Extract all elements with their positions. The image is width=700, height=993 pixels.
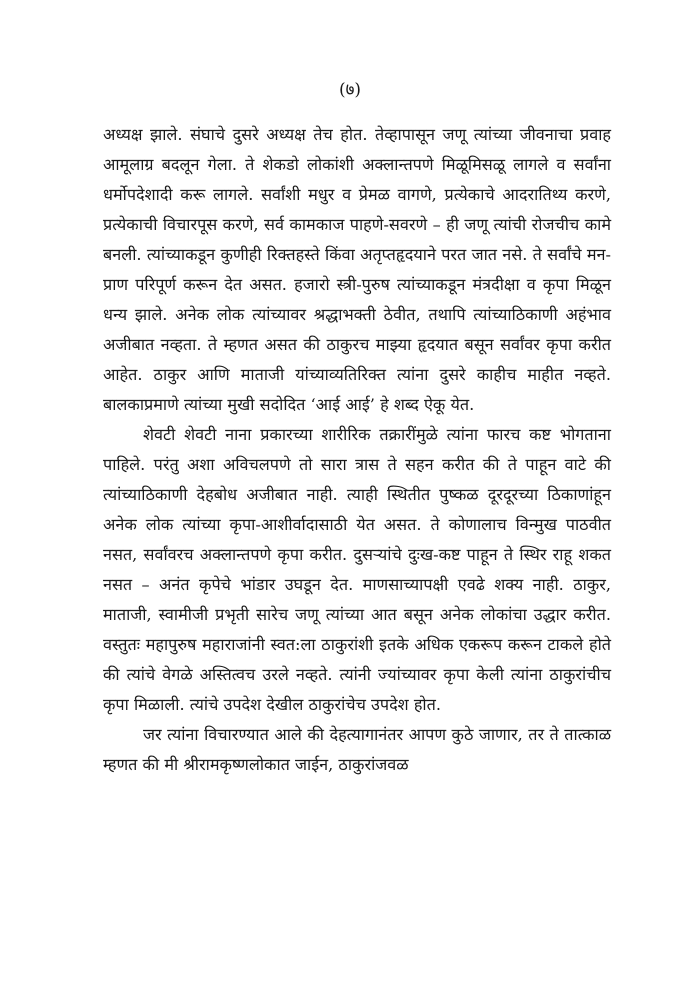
page-number: (७) <box>338 80 362 100</box>
paragraph-2: शेवटी शेवटी नाना प्रकारच्या शारीरिक तक्रारींमुळे त्यांना फारच कष्ट भोगताना पाहिले. परंतु अशा अविचलपणे तो सारा त्रास ते सहन करीत की ते पाहून वाटे की त्यांच्याठिकाणी देहबोध अजीबात नाही. त्याही स्थितीत पुष्कळ दूरदूरच्या ठिकाणांहून अनेक लोक त्यांच्या कृपा-आशीर्वादासाठी येत असत. ते कोणालाच विन्मुख पाठवीत नसत, सर्वांवरच अक्लान्तपणे कृपा करीत. दुसऱ्यांचे दुःख-कष्ट पाहून ते स्थिर राहू शकत नसत – अनंत कृपेचे भांडार उघडून देत. माणसाच्यापक्षी एवढे शक्य नाही. ठाकुर, माताजी, स्वामीजी प्रभृती सारेच जणू त्यांच्या आत बसून अनेक लोकांचा उद्धार करीत. वस्तुतः महापुरुष महाराजांनी स्वत:ला ठाकुरांशी इतके अधिक एकरूप करून टाकले होते की त्यांचे वेगळे अस्तित्वच उरले नव्हते. त्यांनी ज्यांच्यावर कृपा केली त्यांना ठाकुरांचीच कृपा मिळाली. त्यांचे उपदेश देखील ठाकुरांचेच उपदेश होत. <box>103 425 611 714</box>
paragraph-3: जर त्यांना विचारण्यात आले की देहत्यागानंतर आपण कुठे जाणार, तर ते तात्काळ म्हणत की मी श्रीरामकृष्णलोकात जाईन, ठाकुरांजवळ <box>103 725 611 774</box>
body-text <box>103 120 611 780</box>
paragraph-1: अध्यक्ष झाले. संघाचे दुसरे अध्यक्ष तेच होत. तेव्हापासून जणू त्यांच्या जीवनाचा प्रवाह आमूलाग्र बदलून गेला. ते शेकडो लोकांशी अक्लान्तपणे मिळूमिसळू लागले व सर्वांना धर्मोपदेशादी करू लागले. सर्वांशी मधुर व प्रेमळ वागणे, प्रत्येकाचे आदरातिथ्य करणे, प्रत्येकाची विचारपूस करणे, सर्व कामकाज पाहणे-सवरणे – ही जणू त्यांची रोजचीच कामे बनली. त्यांच्याकडून कुणीही रिक्तहस्ते किंवा अतृप्तहृदयाने परत जात नसे. ते सर्वांचे मन-प्राण परिपूर्ण करून देत असत. हजारो स्त्री-पुरुष त्यांच्याकडून मंत्रदीक्षा व कृपा मिळून धन्य झाले. अनेक लोक त्यांच्यावर श्रद्धाभक्ती ठेवीत, तथापि त्यांच्याठिकाणी अहंभाव अजीबात नव्हता. ते म्हणत असत की ठाकुरच माझ्या हृदयात बसून सर्वांवर कृपा करीत आहेत. ठाकुर आणि माताजी यांच्याव्यतिरिक्त त्यांना दुसरे काहीच माहीत नव्हते. बालकाप्रमाणे त्यांच्या मुखी सदोदित ‘आई आई’ हे शब्द ऐकू येत. <box>103 125 611 414</box>
